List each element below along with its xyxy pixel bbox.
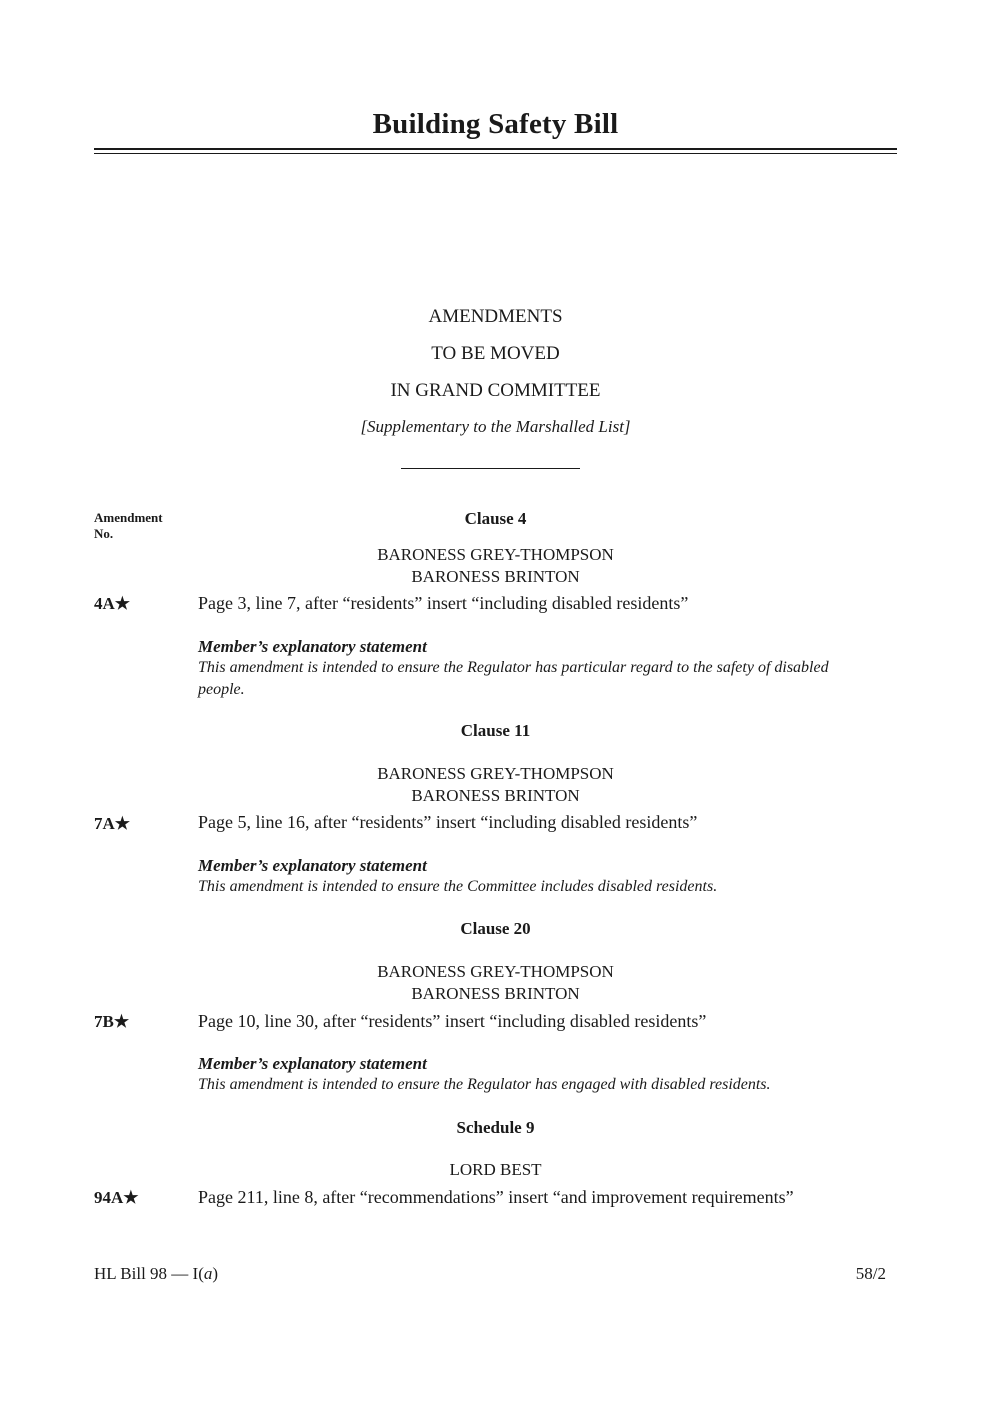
section-heading: Schedule 9 [456, 1118, 535, 1137]
amendment-label-text: Amendment No. [94, 510, 163, 541]
heading-line-2: TO BE MOVED [431, 343, 560, 364]
section-heading: Clause 20 [460, 919, 531, 938]
title-rule-thin [94, 153, 897, 154]
sponsor: BARONESS GREY-THOMPSON [377, 545, 614, 564]
sponsor: BARONESS GREY-THOMPSON [377, 962, 614, 981]
sponsor: BARONESS BRINTON [411, 567, 580, 586]
page-reference: 58/2 [855, 1264, 886, 1283]
explanatory-statement: This amendment is intended to ensure the Committee includes disabled residents. [198, 878, 718, 895]
amendment-text: Page 10, line 30, after “residents” insert “including disabled residents” [198, 1011, 707, 1031]
sponsor: LORD BEST [449, 1160, 542, 1179]
amendment-text: Page 211, line 8, after “recommendations” insert “and improvement requirements” [198, 1187, 794, 1207]
amendment-number: 7A★ [94, 814, 131, 833]
amendment-number: 94A★ [94, 1188, 139, 1207]
bill-ref-italic: a [203, 1264, 213, 1283]
amendment-number: 7B★ [94, 1012, 130, 1031]
sponsor: BARONESS GREY-THOMPSON [377, 764, 614, 783]
amendment-number: 4A★ [94, 594, 131, 613]
explanatory-statement-title: Member’s explanatory statement [198, 637, 427, 656]
sponsor: BARONESS BRINTON [411, 984, 580, 1003]
sponsor: BARONESS BRINTON [411, 786, 580, 805]
bill-ref-suffix: ) [212, 1264, 219, 1283]
explanatory-statement-title: Member’s explanatory statement [198, 856, 427, 875]
explanatory-statement-title: Member’s explanatory statement [198, 1054, 427, 1073]
bill-reference [94, 1264, 218, 1284]
heading-line-3: IN GRAND COMMITTEE [390, 380, 601, 401]
section-heading: Clause 11 [460, 721, 531, 740]
title-rule-thick [94, 148, 897, 150]
bill-title: Building Safety Bill [372, 108, 619, 140]
subheading: [Supplementary to the Marshalled List] [360, 417, 631, 436]
explanatory-statement: This amendment is intended to ensure the Regulator has particular regard to the safety of disabled people. [198, 659, 829, 698]
amendment-text: Page 5, line 16, after “residents” insert “including disabled residents” [198, 812, 698, 832]
heading-line-1: AMENDMENTS [428, 306, 563, 327]
section-divider [401, 468, 580, 469]
bill-ref-prefix: HL Bill 98 — I( [94, 1264, 204, 1283]
amendment-text: Page 3, line 7, after “residents” insert “including disabled residents” [198, 593, 689, 613]
section-heading: Clause 4 [464, 509, 527, 528]
explanatory-statement: This amendment is intended to ensure the Regulator has engaged with disabled residents. [198, 1076, 771, 1093]
